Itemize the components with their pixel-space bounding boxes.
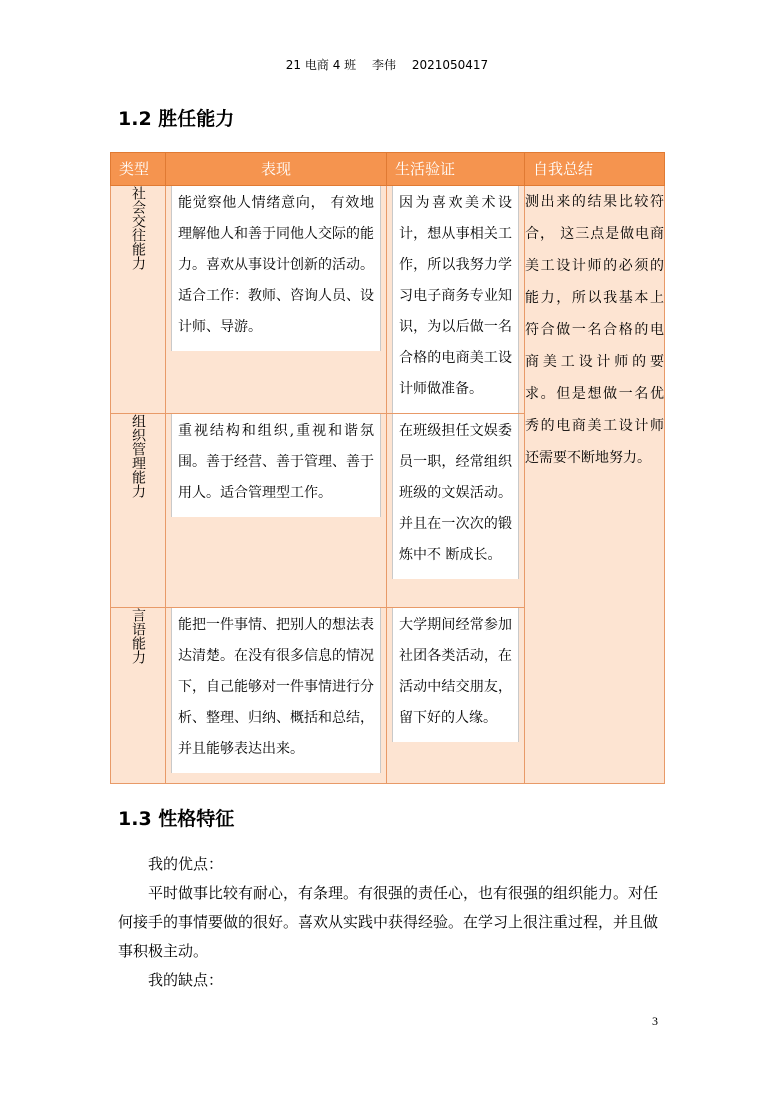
header-summary: 自我总结 (525, 153, 665, 186)
type-cell (111, 608, 166, 784)
verification-cell (387, 608, 525, 784)
type-label: 言语能力 (130, 608, 146, 664)
performance-text: 能把一件事情、把别人的想法表达清楚。在没有很多信息的情况下，自己能够对一件事情进行分析、整理、归纳、概括和总结，并且能够表达出来。 (171, 608, 381, 773)
type-label: 组织管理能力 (130, 414, 146, 498)
page-header (0, 56, 774, 73)
header-student-id: 2021050417 (411, 58, 489, 72)
type-cell (111, 414, 166, 608)
type-label: 社会交往能力 (130, 186, 146, 270)
section-title-personality: 1.3 性格特征 (118, 808, 235, 830)
header-performance: 表现 (166, 153, 387, 186)
performance-cell (166, 414, 387, 608)
page-number: 3 (652, 1014, 658, 1028)
performance-text: 能觉察他人情绪意向， 有效地理解他人和善于同他人交际的能力。喜欢从事设计创新的活动。适合工作：教师、咨询人员、设计师、导游。 (171, 186, 381, 351)
header-verification: 生活验证 (387, 153, 525, 186)
strengths-text: 平时做事比较有耐心，有条理。有很强的责任心，也有很强的组织能力。对任何接手的事情要做的很好。喜欢从实践中获得经验。在学习上很注重过程，并且做事积极主动。 (118, 884, 659, 960)
weaknesses-label: 我的缺点： (148, 971, 224, 989)
table-header-row (111, 153, 665, 186)
strengths-label: 我的优点： (148, 855, 224, 873)
header-class: 21 电商 4 班 (285, 58, 357, 72)
summary-cell: 测出来的结果比较符合， 这三点是做电商美工设计师的必须的能力，所以我基本上符合做一名合格的电商美工设计师的要求。但是想做一名优秀的电商美工设计师还需要不断地努力。 (525, 186, 665, 784)
performance-cell (166, 186, 387, 414)
type-cell (111, 186, 166, 414)
table-row (111, 186, 665, 414)
performance-text: 重视结构和组织,重视和谐氛围。善于经营、善于管理、善于用人。适合管理型工作。 (171, 414, 381, 517)
header-type: 类型 (111, 153, 166, 186)
header-name: 李伟 (371, 58, 396, 72)
verification-cell (387, 186, 525, 414)
verification-cell (387, 414, 525, 608)
competency-table (110, 152, 665, 784)
verification-text: 因为喜欢美术设计，想从事相关工作，所以我努力学习电子商务专业知识，为以后做一名合格的电商美工设计师做准备。 (392, 186, 519, 413)
performance-cell (166, 608, 387, 784)
verification-text: 在班级担任文娱委员一职，经常组织班级的文娱活动。并且在一次次的锻炼中不 断成长。 (392, 414, 519, 579)
section-title-competency: 1.2 胜任能力 (118, 108, 235, 130)
verification-text: 大学期间经常参加社团各类活动，在活动中结交朋友，留下好的人缘。 (392, 608, 519, 742)
